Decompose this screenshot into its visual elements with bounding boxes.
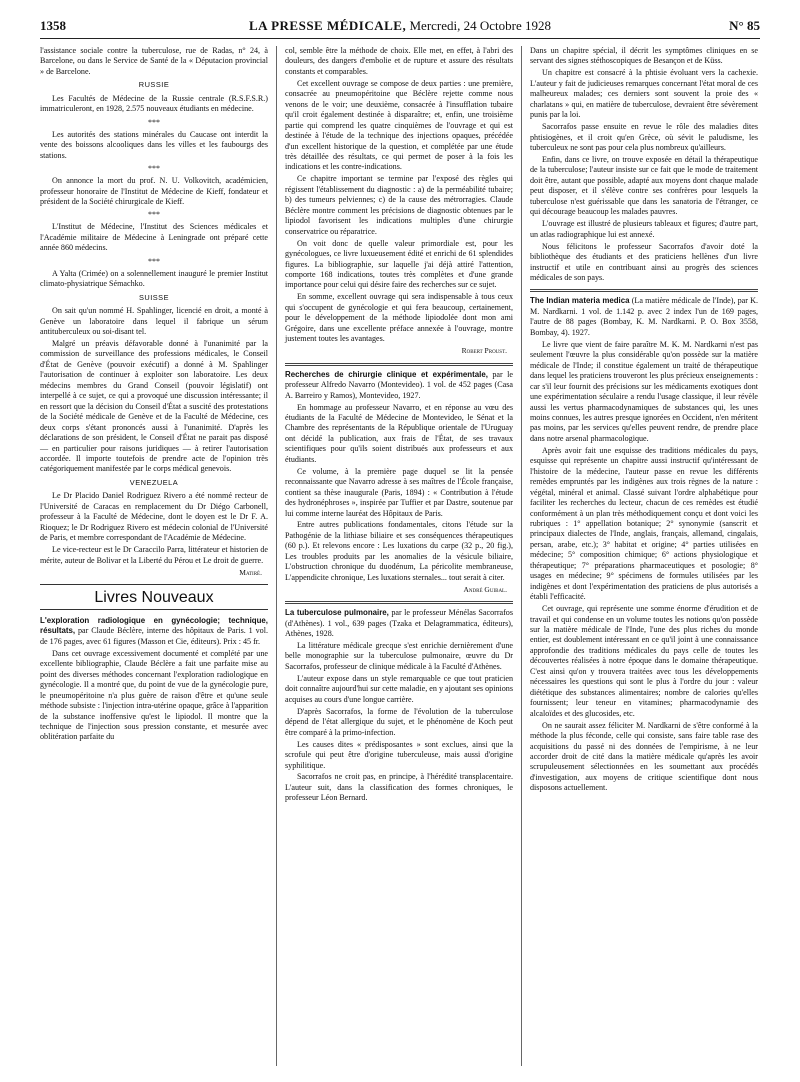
paragraph: Le livre que vient de faire paraître M. K. M. Nardkarni n'est pas seulement l'œuvre la plus considérable qu'on possède sur la matière médicale de l'Inde; il constitue également un traité de thérapeutique dans lequel les praticiens trouveront les plus précieux enseignements : car s'il leur fournit des précisions sur les médicaments exotiques dont une expérimentation séculaire a rendu l'usage classique, il leur révèle aussi les vertus pharmacodynamiques de substances qui, les unes moins connues, les autres presque ignorées en Occident, n'en méritent pas moins, par les services qu'elles peuvent rendre, de prendre place dans notre arsenal pharmacologique. [530,339,758,443]
paragraph: Entre autres publications fondamentales, citons l'étude sur la Pathogénie de la lithiase biliaire et ses conséquences thérapeutiques (60 p.). Et relevons encore : Les luxations du carpe (32 p., 20 fig.), Les troubles produits par les anomalies de la vésicule biliaire, L'obstruction chronique du duodénum, La péricolite membraneuse, L'appendicite chronique, Les luxations sternales... tout serait à citer. [285,520,513,582]
book-entry [40,616,268,647]
separator-stars: *** [148,164,160,174]
paragraph: On voit donc de quelle valeur primordiale est, pour les gynécologues, ce livre luxueusement édité et enrichi de 61 splendides figures. La bibliographie, sur laquelle j'ai déjà attiré l'attention, comporte 168 indications, toutes très complètes et d'une grande importance pour celui qui désire faire des recherches sur ce sujet. [285,238,513,290]
running-title [40,18,760,34]
page-number: 1358 [40,18,66,33]
paragraph: D'après Sacorrafos, la forme de l'évolution de la tuberculose dépend de l'état allergique du sujet, et le phénomène de Koch peut être comparé à la primo-infection. [285,706,513,737]
column-2 [285,46,513,805]
paragraph: En hommage au professeur Navarro, et en réponse au vœu des étudiants de la Faculté de Médecine de Montevideo, le Sénat et la Chambre des représentants de la République orientale de l'Uruguay ont décidé la publication, aux frais de l'État, de ses travaux scientifiques pour qu'ils soient distribués aux professeurs et aux étudiants. [285,402,513,464]
paragraph: Cet excellent ouvrage se compose de deux parties : une première, consacrée au pneumopéritoine que Béclère rejette comme nous venons de le voir; une deuxième, consacrée à l'insufflation tubaire qu'il croit également destinée à disparaître; et, enfin, une troisième partie qui comprend les quatre cinquièmes de l'ouvrage et qui est destinée à l'étude de la technique des injections opaques, précédée d'un excellent historique de la question, et complétée par une étude très détaillée des résultats, ce qui permet de poser à la fois les indications et les contre-indications. [285,78,513,172]
section-heading-russie: RUSSIE [138,80,170,90]
paragraph: L'ouvrage est illustré de plusieurs tableaux et figures; d'autre part, un atlas radiographique lui est annexé. [530,219,758,239]
paragraph: La littérature médicale grecque s'est enrichie dernièrement d'une belle monographie sur la tuberculose pulmonaire, œuvre du Dr Sacorrafos, professeur de clinique médicale à la Faculté d'Athènes. [285,641,513,671]
paragraph: Sacorrafos ne croit pas, en principe, à l'hérédité transplacentaire. L'auteur suit, dans la classification des formes chroniques, le professeur Léon Bernard. [285,772,513,803]
book-title: The Indian materia medica [530,296,630,306]
book-reference: par Claude Béclère, interne des hôpitaux de Paris. 1 vol. de 176 pages, avec 61 figures (Masson et Cie, éditeurs). Prix : 45 fr. [40,626,268,646]
book-reference: par le professeur Alfredo Navarro (Montevideo). 1 vol. de 452 pages (Casa A. Barreiro y Ramos), Montevideo, 1927. [285,369,513,400]
journal-title: LA PRESSE MÉDICALE, [249,18,407,33]
issue-number: N° 85 [729,18,760,33]
livres-nouveaux-banner [40,584,268,610]
book-title: L'exploration radiologique en gynécologie; technique, résultats, [40,615,268,636]
paragraph: L'Institut de Médecine, l'Institut des Sciences médicales et l'Académie militaire de Médecine à Leningrade ont préparé cette année 860 médecins. [40,222,268,253]
paragraph: L'auteur expose dans un style remarquable ce que tout praticien doit connaître aujourd'hui sur cette maladie, en y ajoutant ses opinions acquises au cours d'une longue carrière. [285,673,513,704]
paragraph: l'assistance sociale contre la tuberculose, rue de Radas, n° 24, à Barcelone, ou dans le Service de Santé de la « Députacion provincial » de Barcelone. [40,46,268,76]
book-reference: par le professeur Ménélas Sacorrafos (d'Athènes). 1 vol., 639 pages (Tzaka et Delagrammatica, éditeurs), Athènes, 1928. [285,608,513,639]
paragraph: Enfin, dans ce livre, on trouve exposée en détail la thérapeutique de la tuberculose; l'auteur insiste sur ce fait que le mode de traitement doit être, autant que possible, adapté aux moyens dont chaque malade peut disposer, et il s'élève contre ses confrères pour lesquels la tuberculose n'est guérissable que dans les sanatoria de l'étranger, ce qui décourage beaucoup les malades pauvres. [530,155,758,217]
paragraph: col, semble être la méthode de choix. Elle met, en effet, à l'abri des douleurs, des dangers d'embolie et de rupture et assure des résultats constants et comparables. [285,46,513,76]
separator-stars: *** [148,117,160,127]
column-divider [276,46,277,1066]
book-title: La tuberculose pulmonaire, [285,608,389,618]
paragraph: Le vice-recteur est le Dr Caraccilo Parra, littérateur et historien de mérite, auteur de Bolivar et la Liberté du Pérou et Le droit de guerre. [40,545,268,565]
paragraph: On sait qu'un nommé H. Spahlinger, licencié en droit, a monté à Genève un laboratoire dans lequel il fabrique un sérum antituberculeux ou soi-disant tel. [40,306,268,337]
separator-rule [530,289,758,292]
separator-rule [285,601,513,604]
paragraph: A Yalta (Crimée) on a solennellement inauguré le premier Institut climato-physiatrique Sémachko. [40,268,268,289]
paragraph: Les Facultés de Médecine de la Russie centrale (R.S.F.S.R.) immatriculeront, en 1928, 2.575 nouveaux étudiants en médecine. [40,93,268,114]
separator-stars: *** [148,256,160,266]
paragraph: Cet ouvrage, qui représente une somme énorme d'érudition et de travail et qui condense en un volume toutes les notions qu'on possède sur la matière médicale de l'Inde, l'une des plus riches du monde entier, est doublement intéressant en ce qu'il joint à une connaissance approfondie des traditions médicales du pays celle de toutes les découvertes réalisées à notre époque dans le domaine thérapeutique. C'est ainsi qu'on y trouvera traitées avec tous les développements nécessaires les questions qui sont le plus à l'ordre du jour : valeur diététique des substances alimentaires; nombre de calories qu'elles fournissent; leur teneur en vitamines; pharmacodynamie des alcaloïdes et des glucosides, etc. [530,604,758,718]
issue-date: Mercredi, 24 Octobre 1928 [409,18,551,33]
author-signature: Robert Proust. [461,346,507,356]
paragraph: Après avoir fait une esquisse des traditions médicales du pays, esquisse qui représente un chapitre aussi instructif qu'intéressant de l'histoire de la médecine, l'auteur passe en revue les différents remèdes empruntés par les indigènes aux trois règnes de la nature : végétal, minéral et animal. Classé suivant l'ordre alphabétique pour faciliter les recherches du lecteur, chacun de ces remèdes est étudié conformément à un plan très méthodiquement conçu et dont voici les rubriques : 1° appellation botanique; 2° synonymie (sanscrit et principaux dialectes de l'Inde, anglais, français, allemand, cingalais, persan, arabe, etc.); 3° habitat et origine; 4° parties utilisées en médecine; 5° composition chimique; 6° actions physiologique et thérapeutique; 7° préparations pharmaceutiques et posologie; 8° usages en médecine; 9° spécimens de formules utilisées par les indigènes et dont l'expérimentation des praticiens de plus autorisés a établi l'efficacité. [530,445,758,602]
author-signature: André Guibal. [463,584,507,594]
paragraph: Sacorrafos passe ensuite en revue le rôle des maladies dites phtisiogènes, et il croit qu'en Grèce, où sévit le paludisme, les tuberculeux ne sont pas pour cela plus nombreux qu'ailleurs. [530,122,758,153]
section-title: Livres Nouveaux [94,588,214,606]
section-heading-venezuela: VENEZUELA [129,477,179,487]
paragraph: Dans cet ouvrage excessivement documenté et complété par une excellente bibliographie, Claude Béclère a fait une parfaite mise au point des diverses méthodes concernant l'exploration radiologique en gynécologie. Il a montré que, du point de vue de la gynécologie pure, le pneumopéritoine n'a plus guère de raison d'être et qu'une seule méthode subsiste : l'injection intra-utérine opaque, grâce à l'apparition de la substance inoffensive qu'est le lipiodol. Il montre que la technique de l'injection sous pression constante, et mesurée avec oblitération parfaite du [40,648,268,742]
section-heading-suisse: SUISSE [138,292,170,302]
paragraph: Un chapitre est consacré à la phtisie évoluant vers la cachexie. L'auteur y fait de judicieuses remarques concernant l'état moral de ces malheureux malades; ces derniers sont souvent la proie des « charlatans » qui, en matière de tuberculose, devraient être sévèrement punis par la loi. [530,68,758,120]
paragraph: En somme, excellent ouvrage qui sera indispensable à tous ceux qui s'occupent de gynécologie et qui fera beaucoup, certainement, pour le développement de la méthode lipiodolée dont mon ami Grégoire, dans une excellente préface annexée à l'ouvrage, montre justement toutes les avantages. [285,292,513,344]
separator-stars: *** [148,210,160,220]
paragraph: Les causes dites « prédisposantes » sont exclues, ainsi que la scrofule qui peut être d'origine tuberculeuse, mais aussi d'origine syphilitique. [285,739,513,770]
separator-rule [285,363,513,366]
paragraph: Ce volume, à la première page duquel se lit la pensée reconnaissante que Navarro adresse à ses maîtres de l'École française, contient sa thèse inaugurale (Paris, 1894) : « Contribution à l'étude des hydronéphroses », inspirée par Tuffier et par Dastre, soutenue par lui comme interne lauréat des Hôpitaux de Paris. [285,466,513,518]
paragraph: On ne saurait assez féliciter M. Nardkarni de s'être conformé à la méthode la plus féconde, celle qui consiste, sans faire table rase des acquisitions du passé ni des données de l'empirisme, à ne leur accorder droit de cité dans la matière médicale qu'après les avoir scrupuleusement sélectionnées en les soumettant aux procédés d'investigation, aux moyens de critique scientifique dont nous disposons actuellement. [530,720,758,793]
column-3 [530,46,758,795]
header-rule [40,38,760,39]
column-divider [521,46,522,1066]
paragraph: On annonce la mort du prof. N. U. Volkovitch, académicien, professeur honoraire de l'Institut de Médecine de Kieff, fondateur et président de la Société chirurgicale de Kieff. [40,176,268,206]
book-entry [285,370,513,401]
paragraph: Le Dr Placido Daniel Rodriguez Rivero a été nommé recteur de l'Université de Caracas en remplacement du Dr Diégo Carbonell, professeur à la Faculté de Médecine, dont le doyen est le Dr F. A. Rioquez; le Dr Rodriguez Rivero est médecin colonial de l'Université de Paris, et membre correspondant de l'Académie de Médecine. [40,491,268,543]
book-entry [530,296,758,338]
page-header [40,18,760,36]
paragraph: Nous félicitons le professeur Sacorrafos d'avoir doté la bibliothèque des étudiants et des praticiens hellènes d'un livre instructif et utile en contribuant ainsi au progrès des sciences médicales de son pays. [530,241,758,283]
book-title: Recherches de chirurgie clinique et expérimentale, [285,369,488,379]
column-1 [40,46,268,744]
paragraph: Malgré un préavis défavorable donné à l'unanimité par la commission de surveillance des professions médicales, le Conseil d'État de Genève (pouvoir exécutif) a donné à M. Spahlinger l'autorisation de continuer à exploiter son laboratoire. Les deux médecins membres du Grand Conseil (pouvoir législatif) ont interpellé à ce sujet, ce qui a provoqué une discussion intéressante; il en ressort que la décision du Conseil d'État a suscité des protestations de la Société médicale de Genève et de la Faculté de Médecine, ces deux corps s'étant prononcés aussi à l'unanimité. D'après les déclarations de son président, le Conseil d'État ne parait pas disposé — en particulier pour raisons juridiques — à retirer l'autorisation accordée. Il importe toutefois de prendre acte de l'opinion très catégoriquement manifestée par le corps médical genevois. [40,339,268,474]
paragraph: Les autorités des stations minérales du Caucase ont interdit la vente des boissons alcooliques dans les villes et les faubourgs des stations. [40,129,268,160]
author-signature: Matiré. [239,567,262,577]
paragraph: Dans un chapitre spécial, il décrit les symptômes cliniques en se servant des signes stéthoscopiques de Besançon et de Küss. [530,46,758,66]
book-reference: (La matière médicale de l'Inde), par K. M. Nardkarni. 1 vol. de 1.142 p. avec 2 index l'un de 169 pages, l'autre de 88 pages (Bombay, K. M. Nardkarni. P. O. Box 3558, Bombay, 4). 1927. [530,296,758,337]
paragraph: Ce chapitre important se termine par l'exposé des règles qui régissent l'établissement du diagnostic : a) de la perméabilité tubaire; b) des tumeurs pelviennes; c) de la cause des métrorragies. Claude Béclère montre comment les précisions de diagnostic obtenues par le lipiodol favorisent les indications multiples d'une chirurgie conservatrice ou réparatrice. [285,174,513,236]
book-entry [285,608,513,639]
